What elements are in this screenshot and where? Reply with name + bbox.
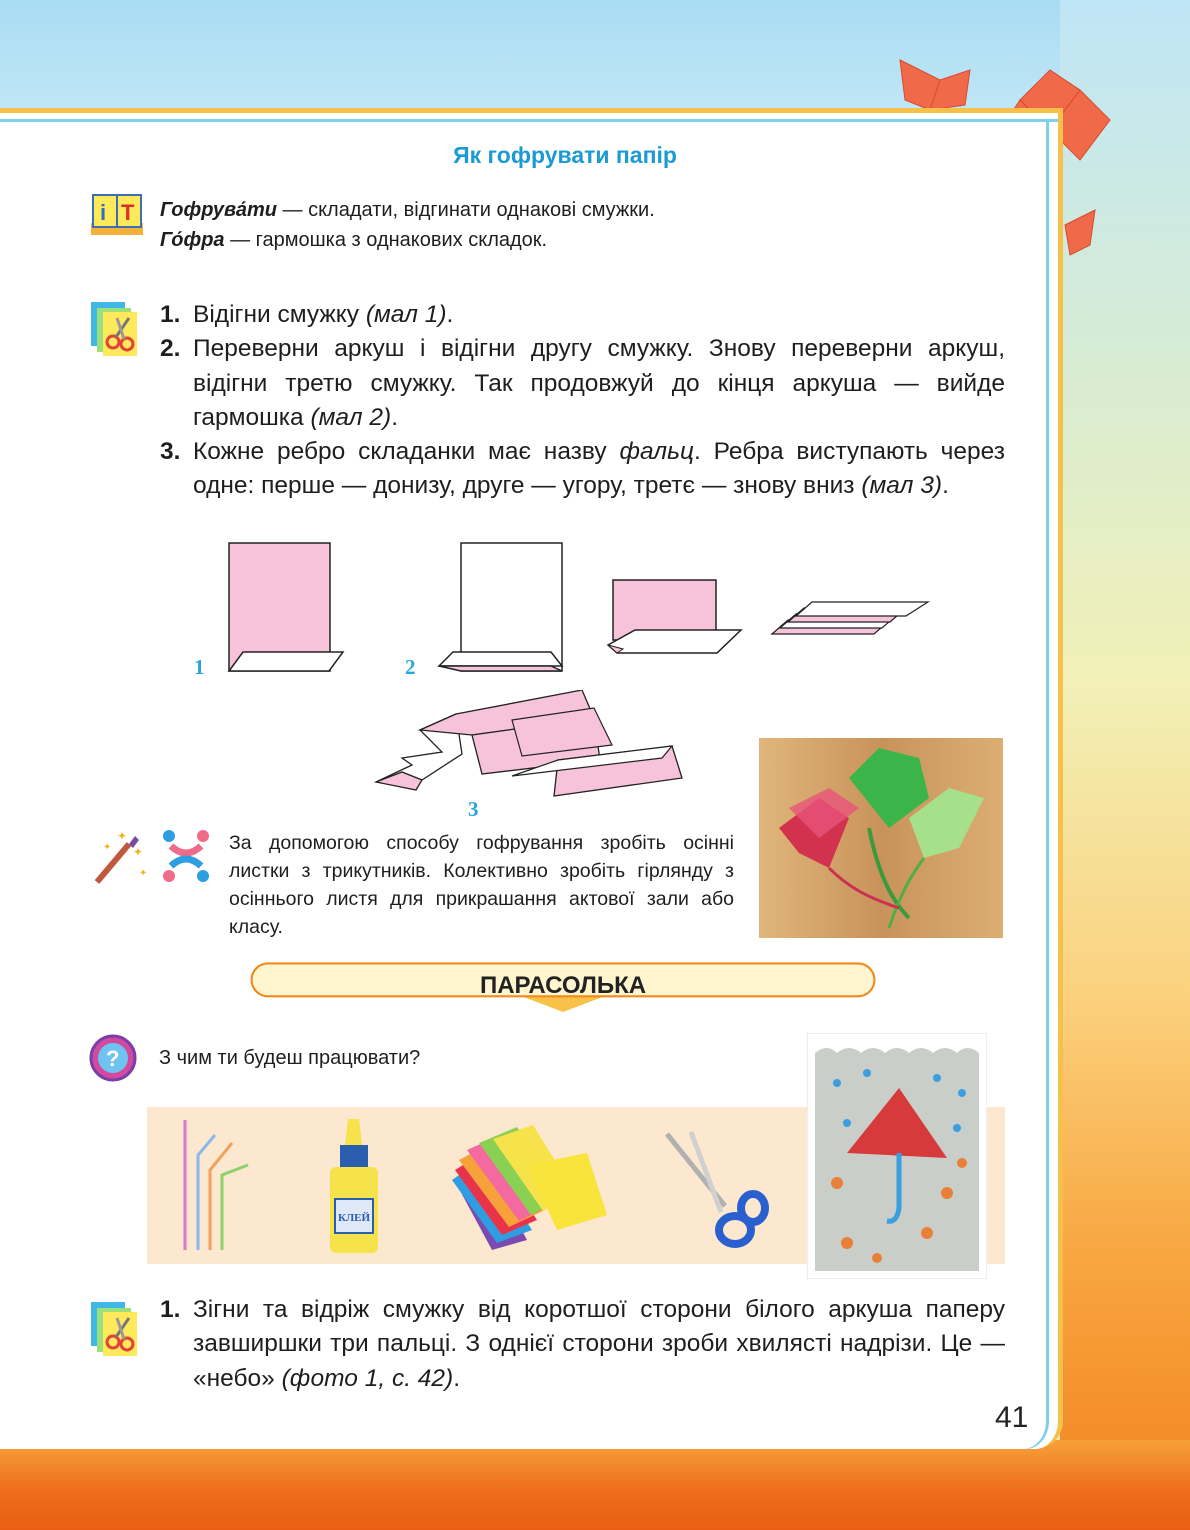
svg-text:✦: ✦	[117, 829, 128, 843]
scissors-icon	[661, 1128, 771, 1250]
paintbrush-stars-icon	[89, 826, 153, 886]
figure-2-folded-paper	[435, 540, 570, 675]
question-text: З чим ти будеш працювати?	[159, 1047, 421, 1069]
figure-label-2: 2	[405, 655, 416, 679]
figure-ref: (мал 1)	[365, 301, 447, 328]
page-title: Як гофрувати папір	[453, 142, 677, 168]
step-item	[160, 298, 1005, 332]
group-work-icon	[157, 826, 215, 886]
glue-label: КЛЕЙ	[338, 1212, 371, 1224]
colored-paper-icon	[447, 1125, 612, 1250]
svg-text:?: ?	[106, 1046, 120, 1071]
svg-text:i: i	[100, 200, 107, 225]
bottom-decorative-band	[0, 1440, 1190, 1530]
drinking-straws-icon	[170, 1115, 260, 1255]
scissors-paper-icon	[89, 300, 139, 358]
figure-ref: (мал 3)	[861, 472, 943, 500]
step-number: 1.	[160, 301, 181, 328]
svg-text:T: T	[121, 200, 135, 225]
photo-ref: (фото 1, с. 42)	[281, 1364, 454, 1392]
figure-ref: (мал 2)	[310, 403, 392, 431]
svg-text:✦: ✦	[103, 842, 112, 853]
info-book-icon	[89, 193, 145, 239]
definition-1	[160, 195, 655, 225]
figure-folded-paper-stack	[605, 575, 745, 660]
step-number: 3.	[160, 438, 181, 466]
question-icon	[89, 1034, 137, 1082]
step-end: .	[453, 1364, 461, 1392]
figure-1-folded-strip	[225, 540, 350, 675]
page-number: 41	[995, 1401, 1029, 1434]
step-number: 2.	[160, 335, 181, 363]
scissors-paper-icon	[89, 1300, 139, 1358]
autumn-leaves-photo	[759, 738, 1003, 938]
figure-3-accordion	[372, 690, 690, 800]
definition-text: — складати, відгинати однакові смужки.	[276, 199, 655, 221]
svg-text:✦: ✦	[139, 868, 148, 879]
figure-label-1: 1	[194, 655, 205, 679]
step-item	[160, 1293, 1005, 1396]
figure-label-3: 3	[468, 797, 479, 821]
step-text: Переверни аркуш і відігни другу смужку. Знову переверни аркуш, відігни третю смужку. Так продовжуй до кінця аркуша — вийде гармошка	[193, 335, 1005, 431]
term-fold: фальц	[619, 438, 695, 466]
definition-term: Гофрува́ти	[160, 199, 277, 221]
step-end: .	[942, 472, 949, 500]
step-text: . Ребра виступають через одне: перше — донизу, друге — угору, третє — знову вниз	[193, 438, 1005, 500]
svg-text:✦: ✦	[133, 845, 144, 859]
section-title: ПАРАСОЛЬКА	[479, 972, 647, 999]
step-text: Кожне ребро складанки має назву	[193, 438, 620, 466]
paper-umbrella-photo	[807, 1033, 987, 1279]
step-item	[160, 332, 1005, 435]
umbrella-steps-list	[160, 1293, 1005, 1396]
step-end: .	[446, 301, 454, 328]
step-text: Зігни та відріж смужку від коротшої сторони білого аркуша паперу завширшки три пальці. З однієї сторони зроби хвилясті надрізи. Це — «небо»	[193, 1296, 1005, 1392]
definition-text: — гармошка з однакових складок.	[224, 229, 548, 251]
figure-accordion-layers	[768, 598, 933, 640]
step-item	[160, 435, 1005, 504]
steps-list	[160, 298, 1005, 504]
step-number: 1.	[160, 1296, 181, 1323]
creative-task-text: За допомогою способу гофрування зробіть осінні листки з трикутників. Колективно зробіть гірлянду з осіннього листя для прикрашання актової зали або класу.	[229, 832, 734, 938]
step-end: .	[391, 403, 398, 431]
definition-2	[160, 225, 547, 255]
glue-bottle-icon	[326, 1115, 381, 1255]
step-text: Відігни смужку	[193, 301, 366, 328]
definition-term: Го́фра	[160, 229, 225, 251]
